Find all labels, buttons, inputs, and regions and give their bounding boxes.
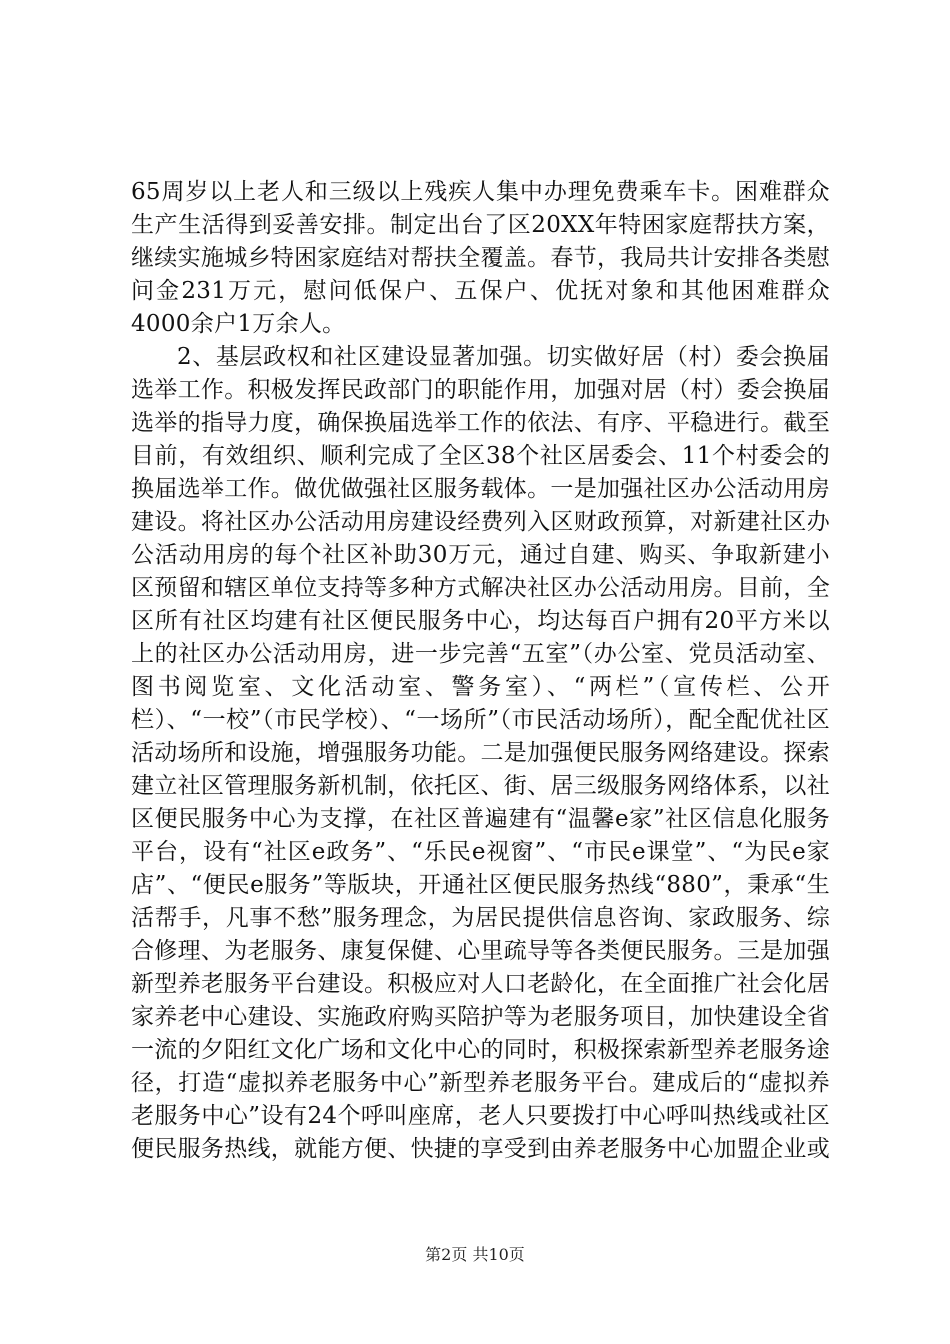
body-text — [131, 176, 830, 1166]
paragraph-1: 65周岁以上老人和三级以上残疾人集中办理免费乘车卡。困难群众生产生活得到妥善安排。制定出台了区20XX年特困家庭帮扶方案，继续实施城乡特困家庭结对帮扶全覆盖。春节，我局共计安排各类慰问金231万元，慰问低保户、五保户、优抚对象和其他困难群众4000余户1万余人。 — [131, 179, 830, 337]
page-footer: 第2页 共10页 — [425, 1245, 525, 1264]
paragraph-2: 2、基层政权和社区建设显著加强。切实做好居（村）委会换届选举工作。积极发挥民政部门的职能作用，加强对居（村）委会换届选举的指导力度，确保换届选举工作的依法、有序、平稳进行。截至目前，有效组织、顺利完成了全区38个社区居委会、11个村委会的换届选举工作。做优做强社区服务载体。一是加强社区办公活动用房建设。将社区办公活动用房建设经费列入区财政预算，对新建社区办公活动用房的每个社区补助30万元，通过自建、购买、争取新建小区预留和辖区单位支持等多种方式解决社区办公活动用房。目前，全区所有社区均建有社区便民服务中心，均达每百户拥有20平方米以上的社区办公活动用房，进一步完善“五室”（办公室、党员活动室、图书阅览室、文化活动室、警务室）、“两栏”（宣传栏、公开栏）、“一校”（市民学校）、“一场所”（市民活动场所），配全配优社区活动场所和设施，增强服务功能。二是加强便民服务网络建设。探索建立社区管理服务新机制，依托区、街、居三级服务网络体系，以社区便民服务中心为支撑，在社区普遍建有“温馨e家”社区信息化服务平台，设有“社区e政务”、“乐民e视窗”、“市民e课堂”、“为民e家店”、“便民e服务”等版块，开通社区便民服务热线“880”，秉承“生活帮手，凡事不愁”服务理念，为居民提供信息咨询、家政服务、综合修理、为老服务、康复保健、心里疏导等各类便民服务。三是加强新型养老服务平台建设。积极应对人口老龄化，在全面推广社会化居家养老中心建设、实施政府购买陪护等为老服务项目，加快建设全省一流的夕阳红文化广场和文化中心的同时，积极探索新型养老服务途径，打造“虚拟养老服务中心”新型养老服务平台。建成后的“虚拟养老服务中心”设有24个呼叫座席，老人只要拨打中心呼叫热线或社区便民服务热线，就能方便、快捷的享受到由养老服务中心加盟企业或 — [131, 344, 830, 1162]
